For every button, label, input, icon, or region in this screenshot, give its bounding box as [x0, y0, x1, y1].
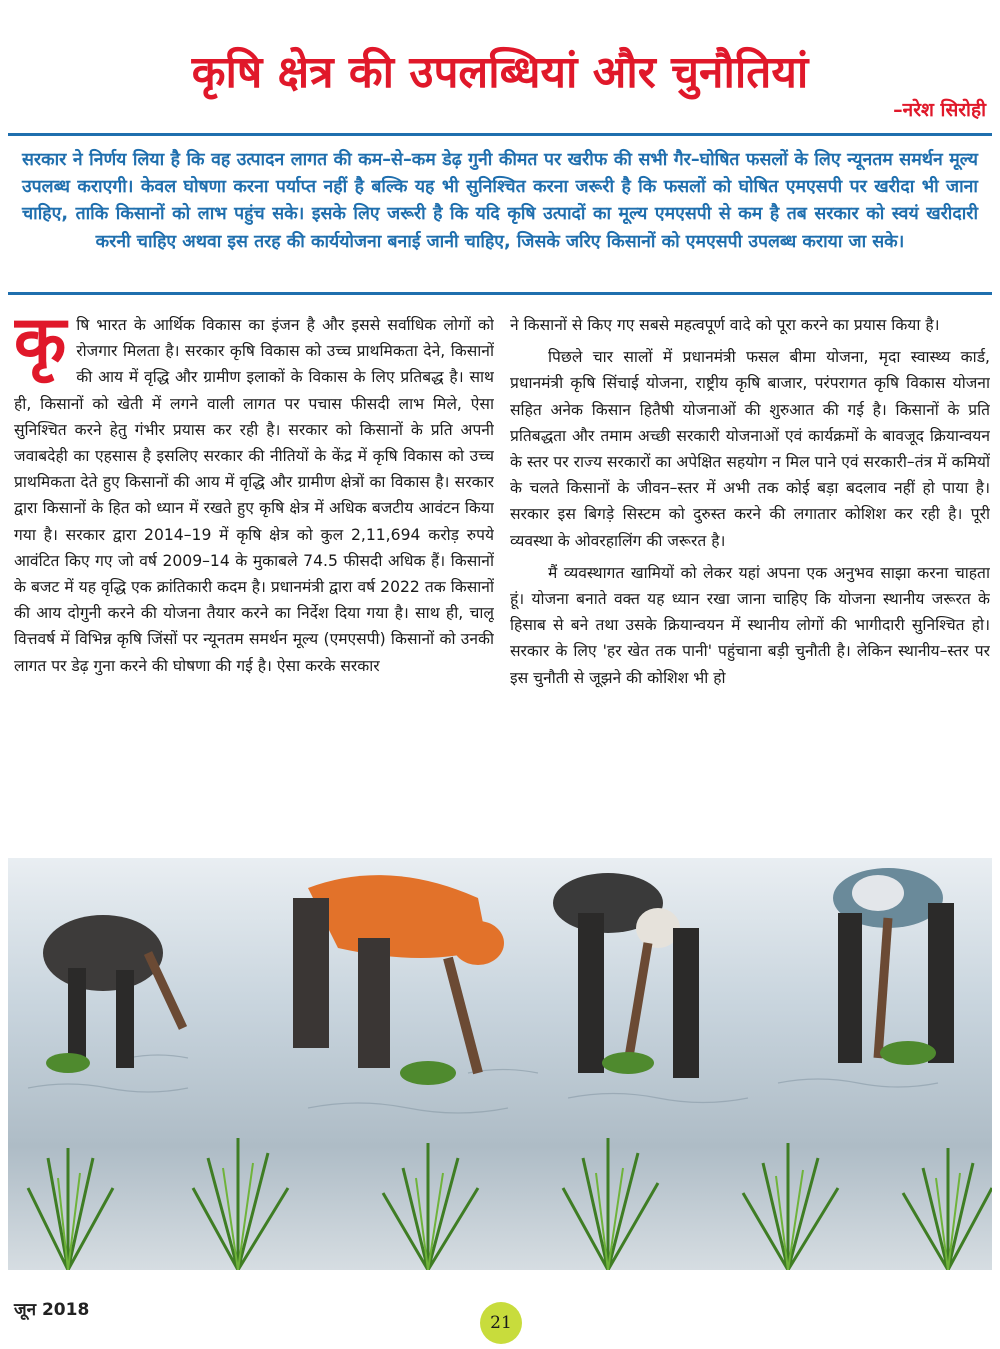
- article-title: कृषि क्षेत्र की उपलब्धियां और चुनौतियां: [191, 47, 809, 99]
- body-column-right: [510, 312, 990, 842]
- issue-date: जून 2018: [14, 1300, 90, 1320]
- body-paragraph: ने किसानों से किए गए सबसे महत्वपूर्ण वादे को पूरा करने का प्रयास किया है।: [510, 316, 940, 334]
- drop-cap: कृ: [14, 312, 67, 381]
- body-paragraph: मैं व्यवस्थागत खामियों को लेकर यहां अपना एक अनुभव साझा करना चाहता हूं। योजना बनाते वक्त यह ध्यान रखा जाना चाहिए कि योजना स्थानीय जरूरत के हिसाब से बने तथा उसके क्रियान्वयन में स्थानीय लोगों की भागीदारी सुनिश्चित हो। सरकार के लिए 'हर खेत तक पानी' पहुंचाना बड़ी चुनौती है। लेकिन स्थानीय–स्तर पर इस चुनौती से जूझने की कोशिश भी हो: [510, 563, 990, 687]
- summary-blurb: सरकार ने निर्णय लिया है कि वह उत्पादन लागत की कम–से–कम डेढ़ गुनी कीमत पर खरीफ की सभी गैर–घोषित फसलों के लिए न्यूनतम समर्थन मूल्य उपलब्ध कराएगी। केवल घोषणा करना पर्याप्त नहीं है बल्कि यह भी सुनिश्चित करना जरूरी है कि फसलों को घोषित एमएसपी पर खरीदा भी जाना चाहिए, ताकि किसानों को लाभ पहुंच सके। इसके लिए जरूरी है कि यदि कृषि उत्पादों का मूल्य एमएसपी से कम है तब सरकार को स्वयं खरीदारी करनी चाहिए अथवा इस तरह की कार्ययोजना बनाई जानी चाहिए, जिसके जरिए किसानों को एमएसपी उपलब्ध कराया जा सके।: [8, 133, 992, 295]
- body-paragraph: पिछले चार सालों में प्रधानमंत्री फसल बीमा योजना, मृदा स्वास्थ्य कार्ड, प्रधानमंत्री कृषि सिंचाई योजना, राष्ट्रीय कृषि बाजार, परंपरागत कृषि विकास योजना सहित अनेक किसान हितैषी योजनाओं की शुरुआत की गई है। किसानों के प्रति प्रतिबद्धता और तमाम अच्छी सरकारी योजनाओं एवं कार्यक्रमों के बावजूद क्रियान्वयन के स्तर पर राज्य सरकारों का अपेक्षित सहयोग न मिल पाने एवं सरकारी–तंत्र में कमियों के चलते किसानों के जीवन–स्तर में अभी तक कोई बड़ा बदलाव नहीं हो पाया है। सरकार इस बिगड़े सिस्टम को दुरुस्त करने की लगातार कोशिश कर रही है। पूरी व्यवस्था के ओवरहालिंग की जरूरत है।: [510, 348, 990, 550]
- paragraph-text: षि भारत के आर्थिक विकास का इंजन है और इससे सर्वाधिक लोगों को रोजगार मिलता है। सरकार कृषि विकास को उच्च प्राथमिकता देने, किसानों की आय में वृद्धि और ग्रामीण इलाकों के विकास के लिए प्रतिबद्ध है। साथ ही, किसानों को खेती में लगने वाली लागत पर पचास फीसदी लाभ मिले, ऐसा सुनिश्चित करने हेतु गंभीर प्रयास कर रही है। सरकार को किसानों के प्रति अपनी जवाबदेही का एहसास है इसलिए सरकार की नीतियों के केंद्र में कृषि विकास को उच्च प्राथमिकता देते हुए किसानों की आय में वृद्धि और ग्रामीण क्षेत्रों का विकास है। सरकार द्वारा किसानों के हित को ध्यान में रखते हुए कृषि क्षेत्र में अधिक बजटीय आवंटन किया गया है। सरकार द्वारा 2014–19 में कृषि क्षेत्र को कुल 2,11,694 करोड़ रुपये आवंटित किए गए जो वर्ष 2009–14 के मुकाबले 74.5 फीसदी अधिक हैं। किसानों के बजट में यह वृद्धि एक क्रांतिकारी कदम है। प्रधानमंत्री द्वारा वर्ष 2022 तक किसानों की आय दोगुनी करने की योजना तैयार करने का निर्देश दिया गया है। साथ ही, चालू वित्तवर्ष में विभिन्न कृषि जिंसों पर न्यूनतम समर्थन मूल्य (एमएसपी) किसानों को उनकी लागत पर डेढ़ गुना करने की घोषणा की गई है। ऐसा करके सरकार: [14, 316, 494, 675]
- body-paragraph: [14, 312, 494, 679]
- page-number-badge: 21: [480, 1302, 522, 1344]
- author-byline: –नरेश सिरोही: [893, 99, 986, 121]
- body-column-left: [14, 312, 494, 842]
- farmers-planting-rice-photo: [8, 858, 992, 1270]
